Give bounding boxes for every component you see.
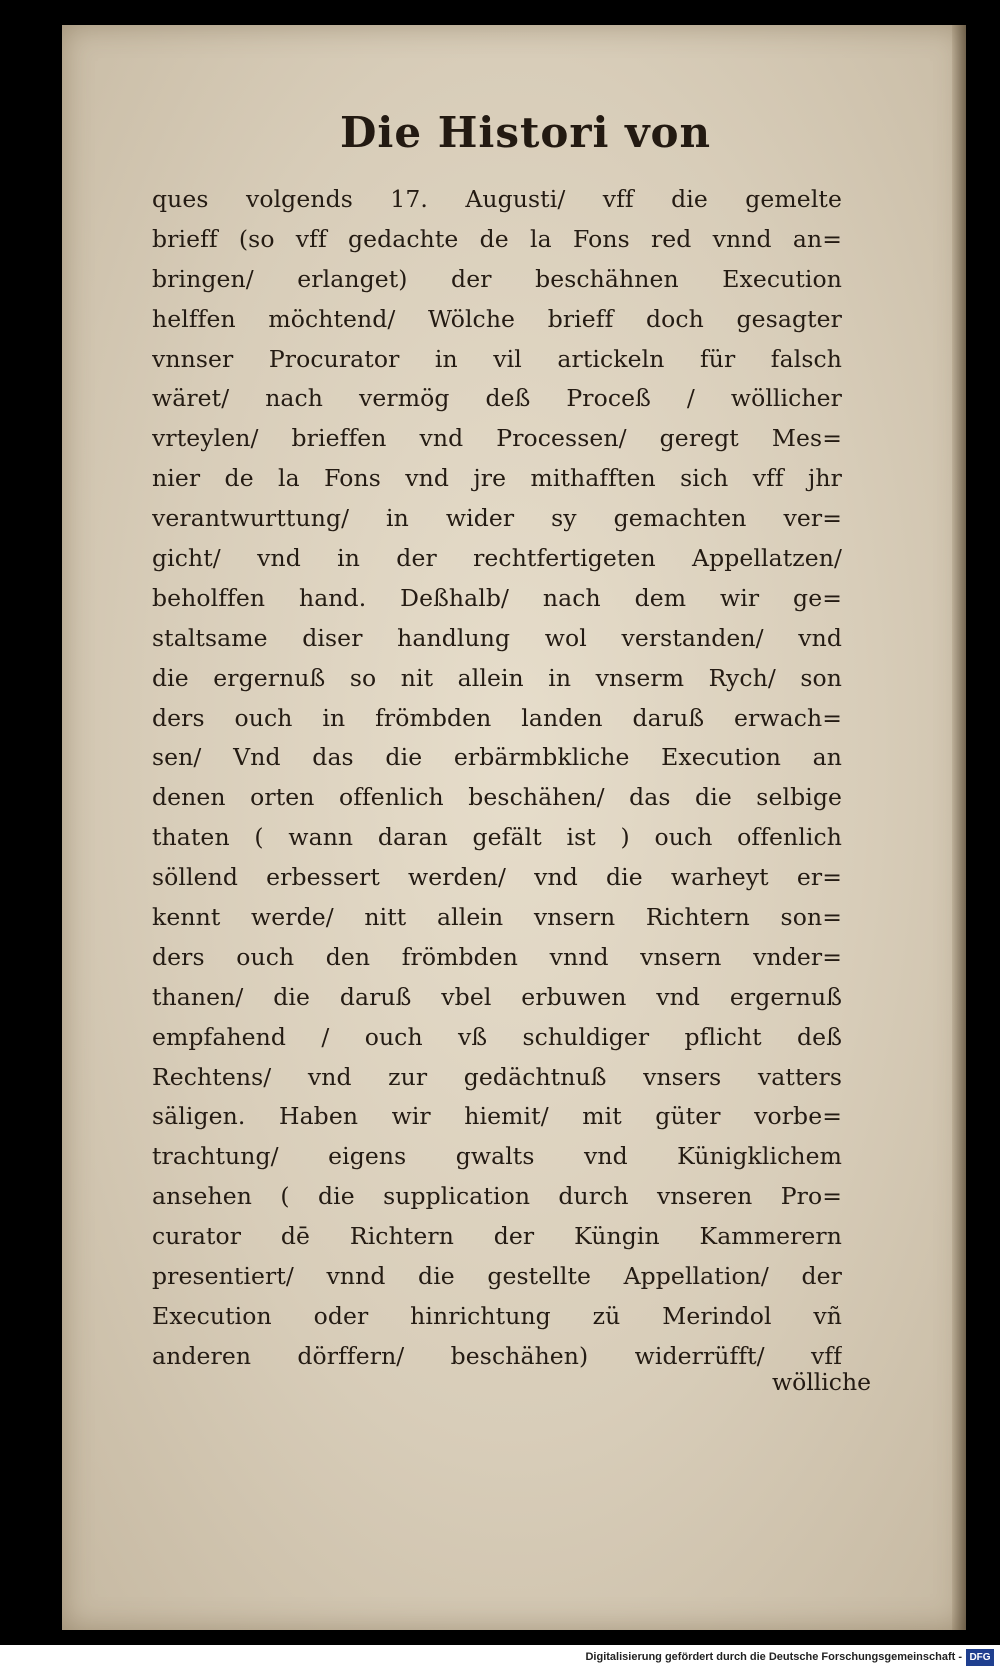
running-head: Die Histori von bbox=[340, 108, 712, 157]
text-line-6: wäret/ nach vermög deß Proceß / wöllicher bbox=[152, 384, 842, 413]
dfg-logo-icon: DFG bbox=[966, 1649, 994, 1666]
page-spine-shadow bbox=[952, 25, 966, 1630]
text-line-18: söllend erbessert werden/ vnd die warheyt er= bbox=[152, 863, 842, 892]
text-line-5: vnnser Procurator in vil artickeln für falsch bbox=[152, 344, 842, 373]
footer-bar bbox=[0, 1645, 1000, 1672]
text-line-2: brieff (so vff gedachte de la Fons red vnnd an= bbox=[152, 224, 842, 253]
text-line-20: ders ouch den frömbden vnnd vnsern vnder= bbox=[152, 942, 842, 971]
catchword: wölliche bbox=[772, 1368, 872, 1396]
text-line-25: trachtung/ eigens gwalts vnd Künigklichem bbox=[152, 1142, 842, 1171]
text-line-13: die ergernuß so nit allein in vnserm Rych/ son bbox=[152, 663, 842, 692]
text-line-9: verantwurttung/ in wider sy gemachten ver= bbox=[152, 504, 842, 533]
text-line-19: kennt werde/ nitt allein vnsern Richtern son= bbox=[152, 903, 842, 932]
text-line-21: thanen/ die daruß vbel erbuwen vnd ergernuß bbox=[152, 982, 842, 1011]
text-line-15: sen/ Vnd das die erbärmbkliche Execution an bbox=[152, 743, 842, 772]
text-line-3: bringen/ erlanget) der beschähnen Execution bbox=[152, 264, 842, 293]
text-line-1: ques volgends 17. Augusti/ vff die gemelte bbox=[152, 185, 842, 213]
text-line-24: säligen. Haben wir hiemit/ mit güter vorbe= bbox=[152, 1102, 842, 1131]
text-line-16: denen orten offenlich beschähen/ das die selbige bbox=[152, 783, 842, 812]
text-line-29: Execution oder hinrichtung zü Merindol vñ bbox=[152, 1301, 842, 1330]
text-line-28: presentiert/ vnnd die gestellte Appellation/ der bbox=[152, 1262, 842, 1291]
text-line-12: staltsame diser handlung wol verstanden/ vnd bbox=[152, 623, 842, 652]
text-line-10: gicht/ vnd in der rechtfertigeten Appellatzen/ bbox=[152, 544, 842, 573]
text-line-4: helffen möchtend/ Wölche brieff doch gesagter bbox=[152, 304, 842, 333]
text-line-17: thaten ( wann daran gefält ist ) ouch offenlich bbox=[152, 823, 842, 852]
text-line-30: anderen dörffern/ beschähen) widerrüfft/ vff bbox=[152, 1341, 842, 1370]
text-line-22: empfahend / ouch vß schuldiger pflicht deß bbox=[152, 1022, 842, 1051]
text-line-27: curator dē Richtern der Küngin Kammerern bbox=[152, 1222, 842, 1251]
text-line-7: vrteylen/ brieffen vnd Processen/ geregt Mes= bbox=[152, 424, 842, 453]
footer-credit: Digitalisierung gefördert durch die Deutsche Forschungsgemeinschaft - bbox=[585, 1651, 962, 1663]
text-line-23: Rechtens/ vnd zur gedächtnuß vnsers vatters bbox=[152, 1062, 842, 1091]
text-line-11: beholffen hand. Deßhalb/ nach dem wir ge= bbox=[152, 583, 842, 612]
text-line-8: nier de la Fons vnd jre mithafften sich vff jhr bbox=[152, 464, 842, 493]
body-text bbox=[152, 180, 842, 1377]
text-line-14: ders ouch in frömbden landen daruß erwach= bbox=[152, 703, 842, 732]
text-line-26: ansehen ( die supplication durch vnseren Pro= bbox=[152, 1182, 842, 1211]
